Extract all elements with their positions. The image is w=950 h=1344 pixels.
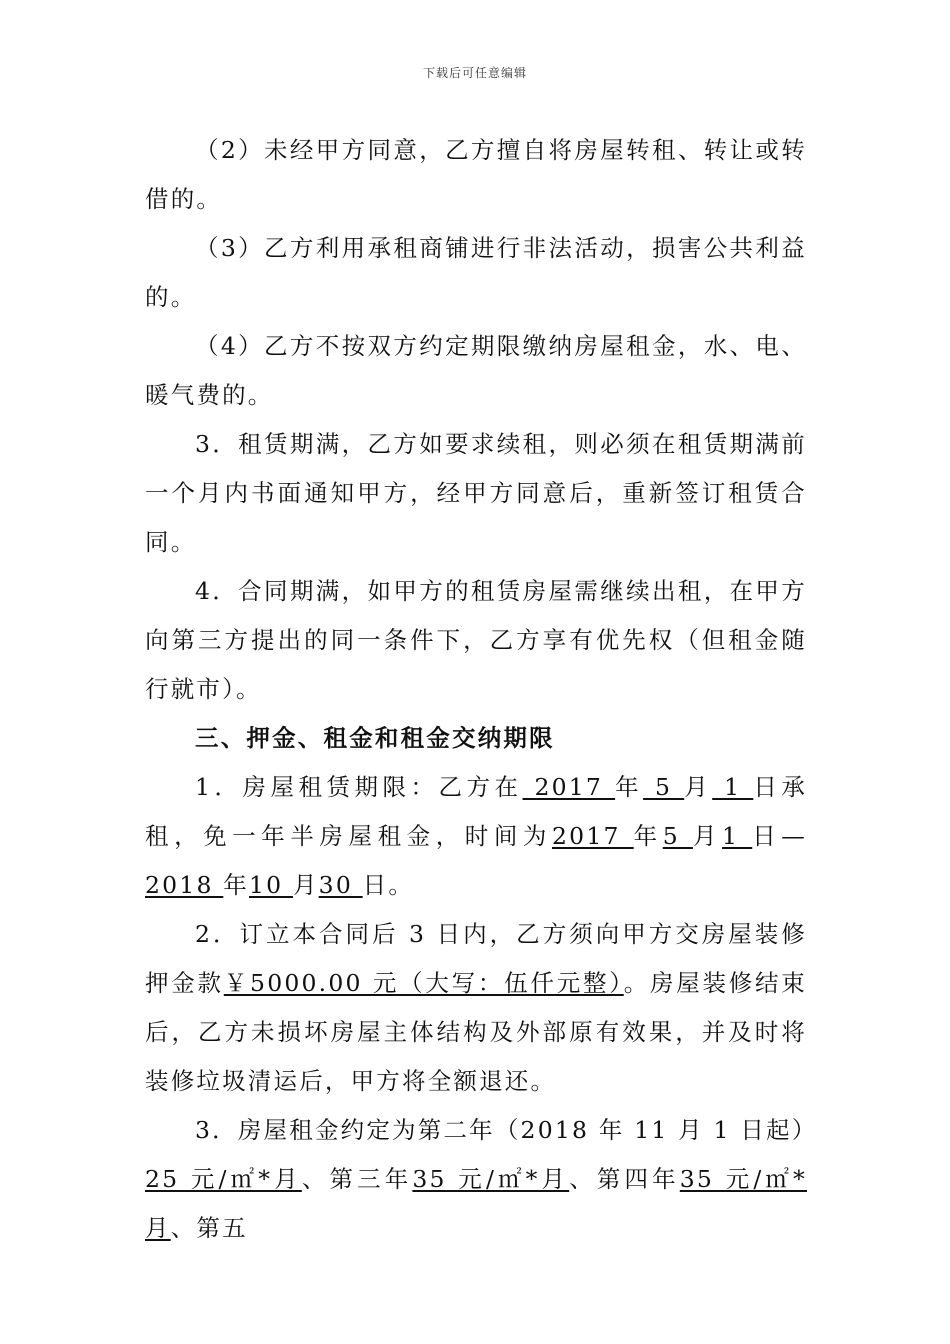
section-heading: 三、押金、租金和租金交纳期限: [195, 724, 555, 752]
free-start-year: 2017: [552, 822, 634, 850]
lease-start-month: 5: [643, 773, 685, 801]
deposit-text: 。房屋装修结束后，乙方未损坏房屋主体结构及外部原有效果，并及时将装修垃圾清运后，甲方将全额退还。: [145, 969, 808, 1095]
free-start-day: 1: [722, 822, 753, 850]
lease-text: 年: [615, 773, 644, 801]
rent-text: 3．房屋租金约定为第二年（2018 年 11 月 1 日起）: [195, 1116, 818, 1144]
paragraph-renewal: 3．租赁期满，乙方如要求续租，则必须在租赁期满前一个月内书面通知甲方，经甲方同意后，重新签订租赁合同。: [145, 430, 807, 556]
paragraph-clause-4: （4）乙方不按双方约定期限缴纳房屋租金，水、电、暖气费的。: [145, 332, 807, 409]
rent-text: 、第四年: [569, 1165, 680, 1193]
deposit-text: 2．订立本合同后 3 日内，乙方须向甲方交房屋装修押金款: [145, 920, 807, 997]
lease-text: 日。: [362, 871, 415, 899]
paragraph-priority: 4．合同期满，如甲方的租赁房屋需继续出租，在甲方向第三方提出的同一条件下，乙方享有优先权（但租金随行就市）。: [145, 577, 807, 703]
rent-year-2: 25 元/㎡*月: [145, 1165, 302, 1193]
free-end-day: 30: [318, 871, 363, 899]
document-body: [145, 126, 818, 1253]
free-start-month: 5: [662, 822, 693, 850]
lease-text: 年: [223, 871, 249, 899]
paragraph-rent: [145, 1106, 818, 1253]
paragraph-clause-2: （2）未经甲方同意，乙方擅自将房屋转租、转让或转借的。: [145, 136, 807, 213]
lease-text: 日—: [752, 822, 808, 850]
lease-start-year: 2017: [522, 773, 616, 801]
deposit-amount: ￥5000.00 元（大写：伍仟元整）: [223, 969, 624, 997]
free-end-month: 10: [248, 871, 293, 899]
paragraph-clause-3: （3）乙方利用承租商铺进行非法活动，损害公共利益的。: [145, 234, 807, 311]
rent-year-3: 35 元/㎡*月: [412, 1165, 570, 1193]
paragraph-lease-term: [145, 763, 807, 910]
rent-year-4: 35 元/㎡*月: [145, 1165, 807, 1242]
lease-start-day: 1: [712, 773, 754, 801]
lease-text: 日承租，免一年半房屋租金，时间为: [145, 773, 808, 850]
rent-text: 、第三年: [301, 1165, 413, 1193]
lease-text: 1．房屋租赁期限：乙方在: [195, 773, 523, 801]
free-end-year: 2018: [145, 871, 224, 899]
paragraph-deposit: [145, 910, 807, 1106]
rent-text: 、第五: [170, 1214, 248, 1242]
lease-text: 年: [633, 822, 663, 850]
lease-text: 月: [692, 822, 723, 850]
page-header: 下载后可任意编辑: [422, 66, 527, 80]
lease-text: 月: [292, 871, 319, 899]
lease-text: 月: [684, 773, 713, 801]
